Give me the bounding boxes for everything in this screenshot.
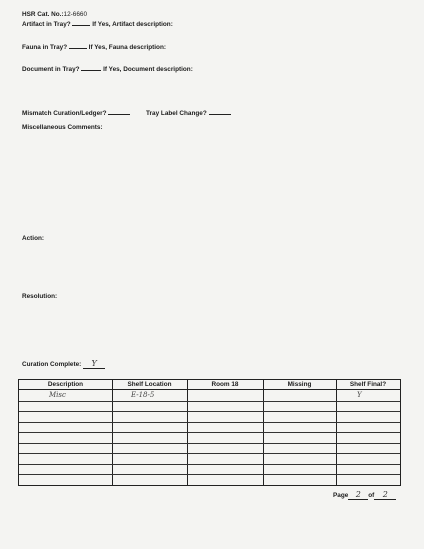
document-answer-line[interactable] xyxy=(81,70,101,71)
of-value[interactable]: 2 xyxy=(374,490,396,500)
curation-complete-value[interactable]: Y xyxy=(83,359,105,369)
catalog-number-value: 12-6660 xyxy=(63,11,88,18)
resolution-label: Resolution: xyxy=(22,293,58,300)
table-header-row xyxy=(19,380,400,390)
row-divider xyxy=(19,411,400,412)
action-label: Action: xyxy=(22,235,45,242)
row-divider xyxy=(19,432,400,433)
row-divider xyxy=(19,422,400,423)
artifact-row xyxy=(22,21,173,28)
page-value[interactable]: 2 xyxy=(348,490,368,500)
fauna-answer-line[interactable] xyxy=(69,48,87,49)
curation-complete-label: Curation Complete: xyxy=(22,361,82,368)
row1-shelf-location[interactable]: E-18-5 xyxy=(131,391,155,399)
col-header-shelf-location: Shelf Location xyxy=(127,381,172,388)
curation-complete-row xyxy=(22,359,105,369)
row1-description[interactable]: Misc xyxy=(49,391,66,399)
row-divider xyxy=(19,464,400,465)
document-label: Document in Tray? xyxy=(22,66,80,73)
tray-label-answer-line[interactable] xyxy=(209,114,231,115)
page-label: Page xyxy=(333,492,349,499)
row1-shelf-final[interactable]: Y xyxy=(357,391,362,399)
fauna-followup-label: If Yes, Fauna description: xyxy=(88,44,166,51)
fauna-row xyxy=(22,44,166,51)
catalog-number xyxy=(22,11,87,18)
tray-label-row xyxy=(146,110,231,117)
document-row xyxy=(22,66,193,73)
col-header-description: Description xyxy=(47,381,84,388)
row-divider xyxy=(19,401,400,402)
col-header-shelf-final: Shelf Final? xyxy=(349,381,387,388)
mismatch-label: Mismatch Curation/Ledger? xyxy=(22,110,107,117)
artifact-answer-line[interactable] xyxy=(72,25,90,26)
artifact-label: Artifact in Tray? xyxy=(22,21,71,28)
row-divider xyxy=(19,443,400,444)
row-divider xyxy=(19,453,400,454)
tray-label-change-label: Tray Label Change? xyxy=(146,110,207,117)
catalog-number-label: HSR Cat. No.: xyxy=(22,11,64,18)
col-header-room-18: Room 18 xyxy=(211,381,239,388)
document-followup-label: If Yes, Document description: xyxy=(103,66,193,73)
mismatch-answer-line[interactable] xyxy=(108,114,130,115)
artifact-followup-label: If Yes, Artifact description: xyxy=(92,21,173,28)
fauna-label: Fauna in Tray? xyxy=(22,44,68,51)
of-label: of xyxy=(368,492,375,499)
col-header-missing: Missing xyxy=(287,381,312,388)
mismatch-row xyxy=(22,110,130,117)
row-divider xyxy=(19,474,400,475)
tray-contents-table xyxy=(18,379,401,486)
misc-comments-label: Miscellaneous Comments: xyxy=(22,124,103,131)
page-number xyxy=(333,490,396,500)
